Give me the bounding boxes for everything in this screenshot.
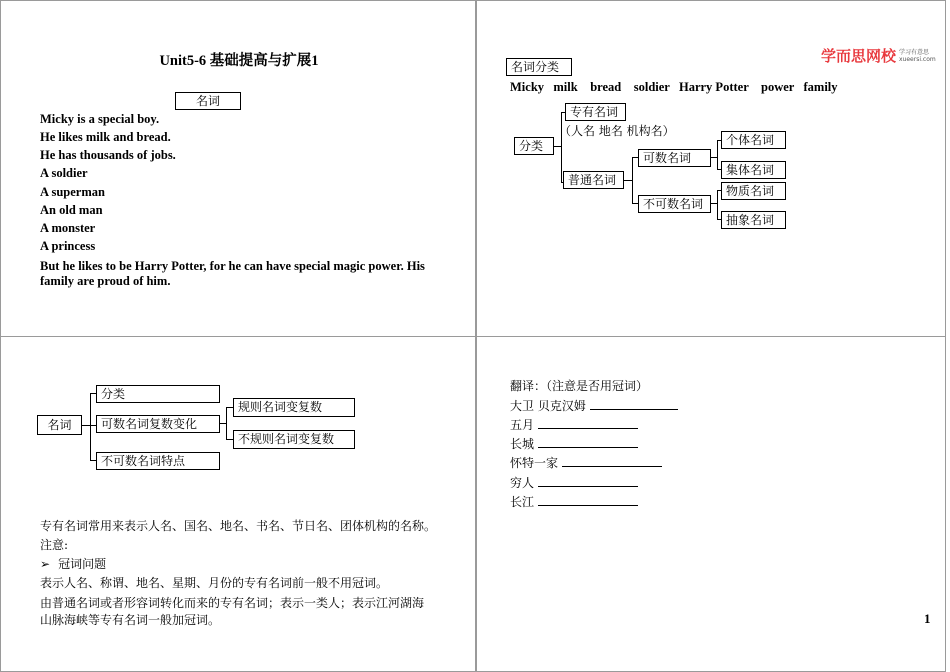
node-material: 物质名词 (721, 182, 786, 200)
bullet-item (40, 555, 106, 572)
text-line-2: He likes milk and bread. (40, 130, 171, 144)
answer-blank[interactable] (538, 436, 638, 448)
branch-countable-out (711, 157, 718, 158)
branch-common-out (624, 180, 633, 181)
node-proper-noun: 专有名词 (565, 103, 626, 121)
item-text: 大卫 贝克汉姆 (510, 399, 586, 413)
page-number: 1 (924, 611, 931, 626)
item-text: 怀特一家 (510, 456, 559, 470)
brand-logo (821, 45, 939, 67)
page-title: Unit5-6 基础提高与扩展1 (159, 53, 319, 69)
proper-noun-definition: 专有名词常用来表示人名、国名、地名、书名、节日名、团体机构的名称。 (40, 519, 437, 533)
answer-blank[interactable] (538, 475, 638, 487)
translation-item-3 (510, 435, 638, 452)
answer-blank[interactable] (538, 494, 638, 506)
text-line-3: He has thousands of jobs. (40, 148, 176, 162)
text-line-9: But he likes to be Harry Potter, for he can have special magic power. His (40, 259, 425, 273)
answer-blank[interactable] (562, 455, 662, 467)
text-line-4: A soldier (40, 166, 88, 180)
panel-top-left (0, 0, 476, 337)
translation-item-4 (510, 454, 662, 471)
text-line-6: An old man (40, 203, 103, 217)
classification-heading: 名词分类 (506, 58, 572, 76)
node-classify: 分类 (514, 137, 554, 155)
node-individual: 个体名词 (721, 131, 786, 149)
item-text: 五月 (510, 418, 535, 432)
answer-blank[interactable] (590, 398, 678, 410)
panel-top-right (476, 0, 946, 337)
bracket-noun (90, 393, 91, 461)
bullet-arrow-icon: ➢ (40, 557, 51, 571)
rule-article-line-2: 山脉海峡等专有名词一般加冠词。 (40, 613, 221, 627)
bullet-text: 冠词问题 (58, 557, 107, 571)
node-uncountable-feature: 不可数名词特点 (96, 452, 220, 470)
translation-item-5 (510, 474, 638, 491)
branch-plural-out (219, 423, 227, 424)
branch-root (554, 146, 562, 147)
logo-sub-top: 学习有意思 (899, 49, 930, 56)
noun-label: 名词 (175, 92, 241, 110)
node-common-noun: 普通名词 (563, 171, 624, 189)
bracket-countable (717, 140, 718, 170)
text-line-7: A monster (40, 221, 96, 235)
bracket-uncountable (717, 190, 718, 220)
node-uncountable: 不可数名词 (638, 195, 711, 213)
panel-bottom-right (476, 336, 946, 672)
answer-blank[interactable] (538, 417, 638, 429)
text-line-10: family are proud of him. (40, 274, 171, 288)
item-text: 长城 (510, 437, 535, 451)
node-noun: 名词 (37, 415, 82, 435)
translation-item-1 (510, 397, 678, 414)
logo-text: 学而思网校 (821, 47, 897, 65)
branch-uncountable-out (711, 203, 718, 204)
node-abstract: 抽象名词 (721, 211, 786, 229)
text-line-8: A princess (40, 239, 96, 253)
node-irregular-plural: 不规则名词变复数 (233, 430, 355, 449)
logo-sub-bottom: xueersi.com (899, 56, 936, 63)
panel-bottom-left (0, 336, 476, 672)
note-label: 注意: (40, 538, 69, 552)
text-line-5: A superman (40, 185, 105, 199)
translation-title: 翻译：（注意是否用冠词） (510, 379, 649, 393)
node-regular-plural: 规则名词变复数 (233, 398, 355, 417)
text-line-1: Micky is a special boy. (40, 112, 160, 126)
item-text: 长江 (510, 495, 535, 509)
node-classify-topic: 分类 (96, 385, 220, 403)
word-list: Micky milk bread soldier Harry Potter power family (510, 80, 838, 94)
node-plural-change: 可数名词复数变化 (96, 415, 220, 433)
node-collective: 集体名词 (721, 161, 786, 179)
translation-item-2 (510, 416, 638, 433)
item-text: 穷人 (510, 476, 535, 490)
proper-noun-note: （人名 地名 机构名） (559, 124, 675, 138)
translation-item-6 (510, 493, 638, 510)
rule-no-article: 表示人名、称谓、地名、星期、月份的专有名词前一般不用冠词。 (40, 576, 389, 590)
rule-article-line-1: 由普通名词或者形容词转化而来的专有名词；表示一类人；表示江河湖海 (40, 596, 425, 610)
node-countable: 可数名词 (638, 149, 711, 167)
